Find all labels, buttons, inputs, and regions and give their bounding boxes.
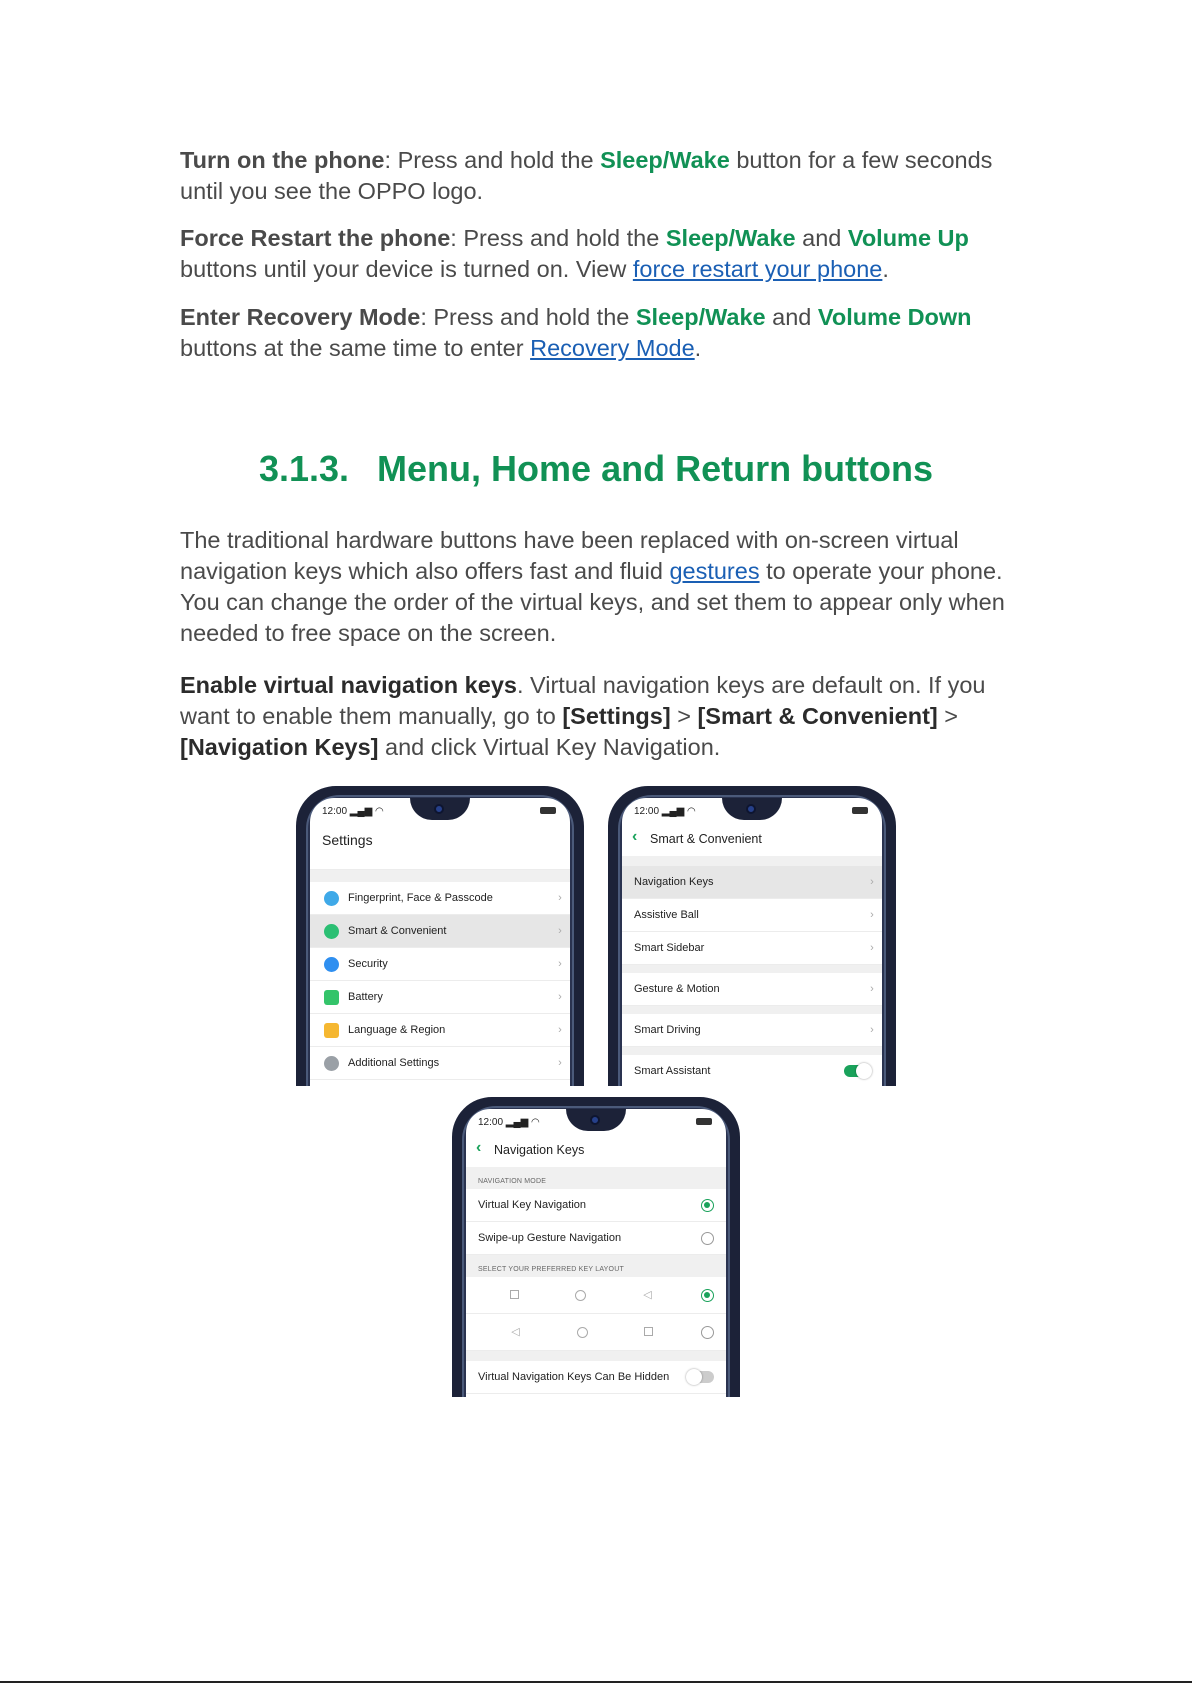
radio-selected[interactable] <box>701 1289 714 1302</box>
chevron-right-icon: › <box>558 991 562 1003</box>
volume-down-label: Volume Down <box>817 304 972 330</box>
back-key-icon: ◁ <box>511 1325 520 1338</box>
settings-item-fingerprint[interactable] <box>310 882 570 915</box>
keys-hidden-toggle[interactable] <box>688 1371 714 1383</box>
sleep-wake-label: Sleep/Wake <box>635 304 766 330</box>
paragraph-force-restart <box>180 223 1012 285</box>
status-time: 12:00 ▂▄▆ ◠ <box>478 1117 540 1128</box>
circle-key-icon <box>575 1290 586 1301</box>
path-navkeys: [Navigation Keys] <box>180 734 379 760</box>
time: 12:00 <box>478 1117 504 1128</box>
text: The traditional hardware buttons have been replaced with on-screen virtual navigation keys which also offers fast and fluid <box>180 527 959 584</box>
smart-item-assistive-ball[interactable] <box>622 899 882 932</box>
chevron-right-icon: › <box>558 925 562 937</box>
divider <box>622 856 882 866</box>
section-title: Menu, Home and Return buttons <box>377 448 934 489</box>
divider <box>622 965 882 973</box>
square-key-icon <box>644 1327 653 1336</box>
section-number: 3.1.3. <box>258 448 350 489</box>
option-keys-hidden[interactable] <box>466 1361 726 1394</box>
back-icon[interactable]: ‹ <box>476 1139 482 1156</box>
camera-icon <box>746 804 756 814</box>
text: and <box>795 225 848 251</box>
option-swipe-up[interactable] <box>466 1222 726 1255</box>
item-label: Smart Assistant <box>634 1065 711 1077</box>
camera-icon <box>434 804 444 814</box>
battery-indicator-icon <box>852 807 868 814</box>
gestures-link[interactable]: gestures <box>669 558 760 584</box>
settings-list <box>310 856 570 1080</box>
battery-indicator-icon <box>696 1118 712 1125</box>
item-label: Swipe-up Gesture Navigation <box>478 1232 622 1244</box>
section-navigation-mode: NAVIGATION MODE <box>466 1167 726 1189</box>
paragraph-turn-on <box>180 145 1012 207</box>
smart-item-smart-assistant[interactable] <box>622 1055 882 1086</box>
settings-item-security[interactable] <box>310 948 570 981</box>
settings-item-additional[interactable] <box>310 1047 570 1080</box>
phone-settings-screenshot <box>296 786 584 1086</box>
phone-screen <box>622 798 882 1086</box>
time: 12:00 <box>634 806 660 817</box>
settings-item-language[interactable] <box>310 1014 570 1047</box>
item-label: Additional Settings <box>348 1057 440 1069</box>
time: 12:00 <box>322 806 348 817</box>
chevron-right-icon: › <box>870 909 874 921</box>
sleep-wake-label: Sleep/Wake <box>665 225 796 251</box>
scrolled-item <box>310 856 570 870</box>
phone-screen <box>466 1109 726 1397</box>
divider <box>310 870 570 882</box>
status-time: 12:00 ▂▄▆ ◠ <box>322 806 384 817</box>
smart-list <box>622 856 882 1086</box>
term-recovery: Enter Recovery Mode <box>180 304 421 330</box>
circle-key-icon <box>577 1327 588 1338</box>
item-label: Smart & Convenient <box>348 925 447 937</box>
text: : Press and hold the <box>450 225 666 251</box>
back-icon[interactable]: ‹ <box>632 828 638 845</box>
item-label: Fingerprint, Face & Passcode <box>348 892 493 904</box>
text: buttons at the same time to enter <box>180 335 531 361</box>
navkeys-list <box>466 1167 726 1394</box>
smart-item-smart-driving[interactable] <box>622 1014 882 1047</box>
fingerprint-icon <box>324 891 339 906</box>
settings-item-smart[interactable] <box>310 915 570 948</box>
radio-unselected[interactable] <box>701 1232 714 1245</box>
item-label: Battery <box>348 991 383 1003</box>
gear-icon <box>324 1056 339 1071</box>
chevron-right-icon: › <box>870 1024 874 1036</box>
smart-item-smart-sidebar[interactable] <box>622 932 882 965</box>
term-turn-on: Turn on the phone <box>180 147 385 173</box>
layout-option-2[interactable] <box>466 1314 726 1351</box>
divider <box>622 1047 882 1055</box>
item-label: Navigation Keys <box>634 876 714 888</box>
force-restart-link[interactable]: force restart your phone <box>632 256 883 282</box>
camera-icon <box>590 1115 600 1125</box>
phone-smart-screenshot <box>608 786 896 1086</box>
section-key-layout: SELECT YOUR PREFERRED KEY LAYOUT <box>466 1255 726 1277</box>
term-enable: Enable virtual navigation keys <box>180 672 517 698</box>
text: to operate your phone. You can change the order of the virtual keys, and set them to appear only when needed to free space on the screen. <box>180 558 1005 646</box>
settings-title: Settings <box>322 832 373 848</box>
radio-selected[interactable] <box>701 1199 714 1212</box>
navkeys-title: Navigation Keys <box>494 1143 585 1157</box>
text: : Press and hold the <box>384 147 601 173</box>
text: : Press and hold the <box>420 304 636 330</box>
battery-icon <box>324 990 339 1005</box>
text: . Virtual navigation keys are default on. If you want to enable them manually, go to <box>180 672 986 729</box>
divider <box>466 1351 726 1361</box>
key-layout <box>466 1290 701 1301</box>
text: and click Virtual Key Navigation. <box>378 734 721 760</box>
volume-up-label: Volume Up <box>847 225 969 251</box>
smart-item-navigation-keys[interactable] <box>622 866 882 899</box>
status-time: 12:00 ▂▄▆ ◠ <box>634 806 696 817</box>
item-label: Security <box>348 958 388 970</box>
text: and <box>765 304 818 330</box>
item-label: Virtual Key Navigation <box>478 1199 587 1211</box>
layout-option-1[interactable] <box>466 1277 726 1314</box>
battery-indicator-icon <box>540 807 556 814</box>
chevron-right-icon: › <box>558 1024 562 1036</box>
radio-unselected[interactable] <box>701 1326 714 1339</box>
phone-navkeys-screenshot <box>452 1097 740 1397</box>
chevron-right-icon: › <box>558 1057 562 1069</box>
item-label: Smart Driving <box>634 1024 701 1036</box>
text: . <box>694 335 702 361</box>
chevron-right-icon: › <box>558 892 562 904</box>
phone-screen <box>310 798 570 1086</box>
path-smart: [Smart & Convenient] <box>697 703 938 729</box>
smart-title: Smart & Convenient <box>650 832 762 846</box>
smart-item-gesture-motion[interactable] <box>622 973 882 1006</box>
option-virtual-key[interactable] <box>466 1189 726 1222</box>
item-label: Assistive Ball <box>634 909 699 921</box>
paragraph-enable <box>180 670 1012 763</box>
item-label: Language & Region <box>348 1024 446 1036</box>
shield-icon <box>324 957 339 972</box>
recovery-mode-link[interactable]: Recovery Mode <box>530 335 695 361</box>
chevron-right-icon: › <box>870 876 874 888</box>
chevron-right-icon: › <box>558 958 562 970</box>
text: > <box>670 703 698 729</box>
path-settings: [Settings] <box>562 703 671 729</box>
divider <box>622 1006 882 1014</box>
chevron-right-icon: › <box>870 942 874 954</box>
text: . <box>882 256 889 282</box>
chevron-right-icon: › <box>870 983 874 995</box>
text: > <box>937 703 958 729</box>
section-heading <box>0 447 1192 491</box>
paragraph-recovery <box>180 302 1012 364</box>
language-icon <box>324 1023 339 1038</box>
sleep-wake-label: Sleep/Wake <box>600 147 730 173</box>
item-label: Gesture & Motion <box>634 983 720 995</box>
page-bottom-rule <box>0 1681 1192 1683</box>
item-label: Smart Sidebar <box>634 942 705 954</box>
back-key-icon: ◁ <box>643 1288 652 1301</box>
item-label: Virtual Navigation Keys Can Be Hidden <box>478 1371 670 1383</box>
text: button for a few seconds until you see the OPPO logo. <box>180 147 993 204</box>
settings-item-battery[interactable] <box>310 981 570 1014</box>
term-force-restart: Force Restart the phone <box>180 225 451 251</box>
key-layout <box>466 1327 701 1338</box>
square-key-icon <box>510 1290 519 1299</box>
text: buttons until your device is turned on. View <box>180 256 633 282</box>
smart-assistant-toggle[interactable] <box>844 1065 870 1077</box>
smart-icon <box>324 924 339 939</box>
paragraph-intro <box>180 525 1012 649</box>
